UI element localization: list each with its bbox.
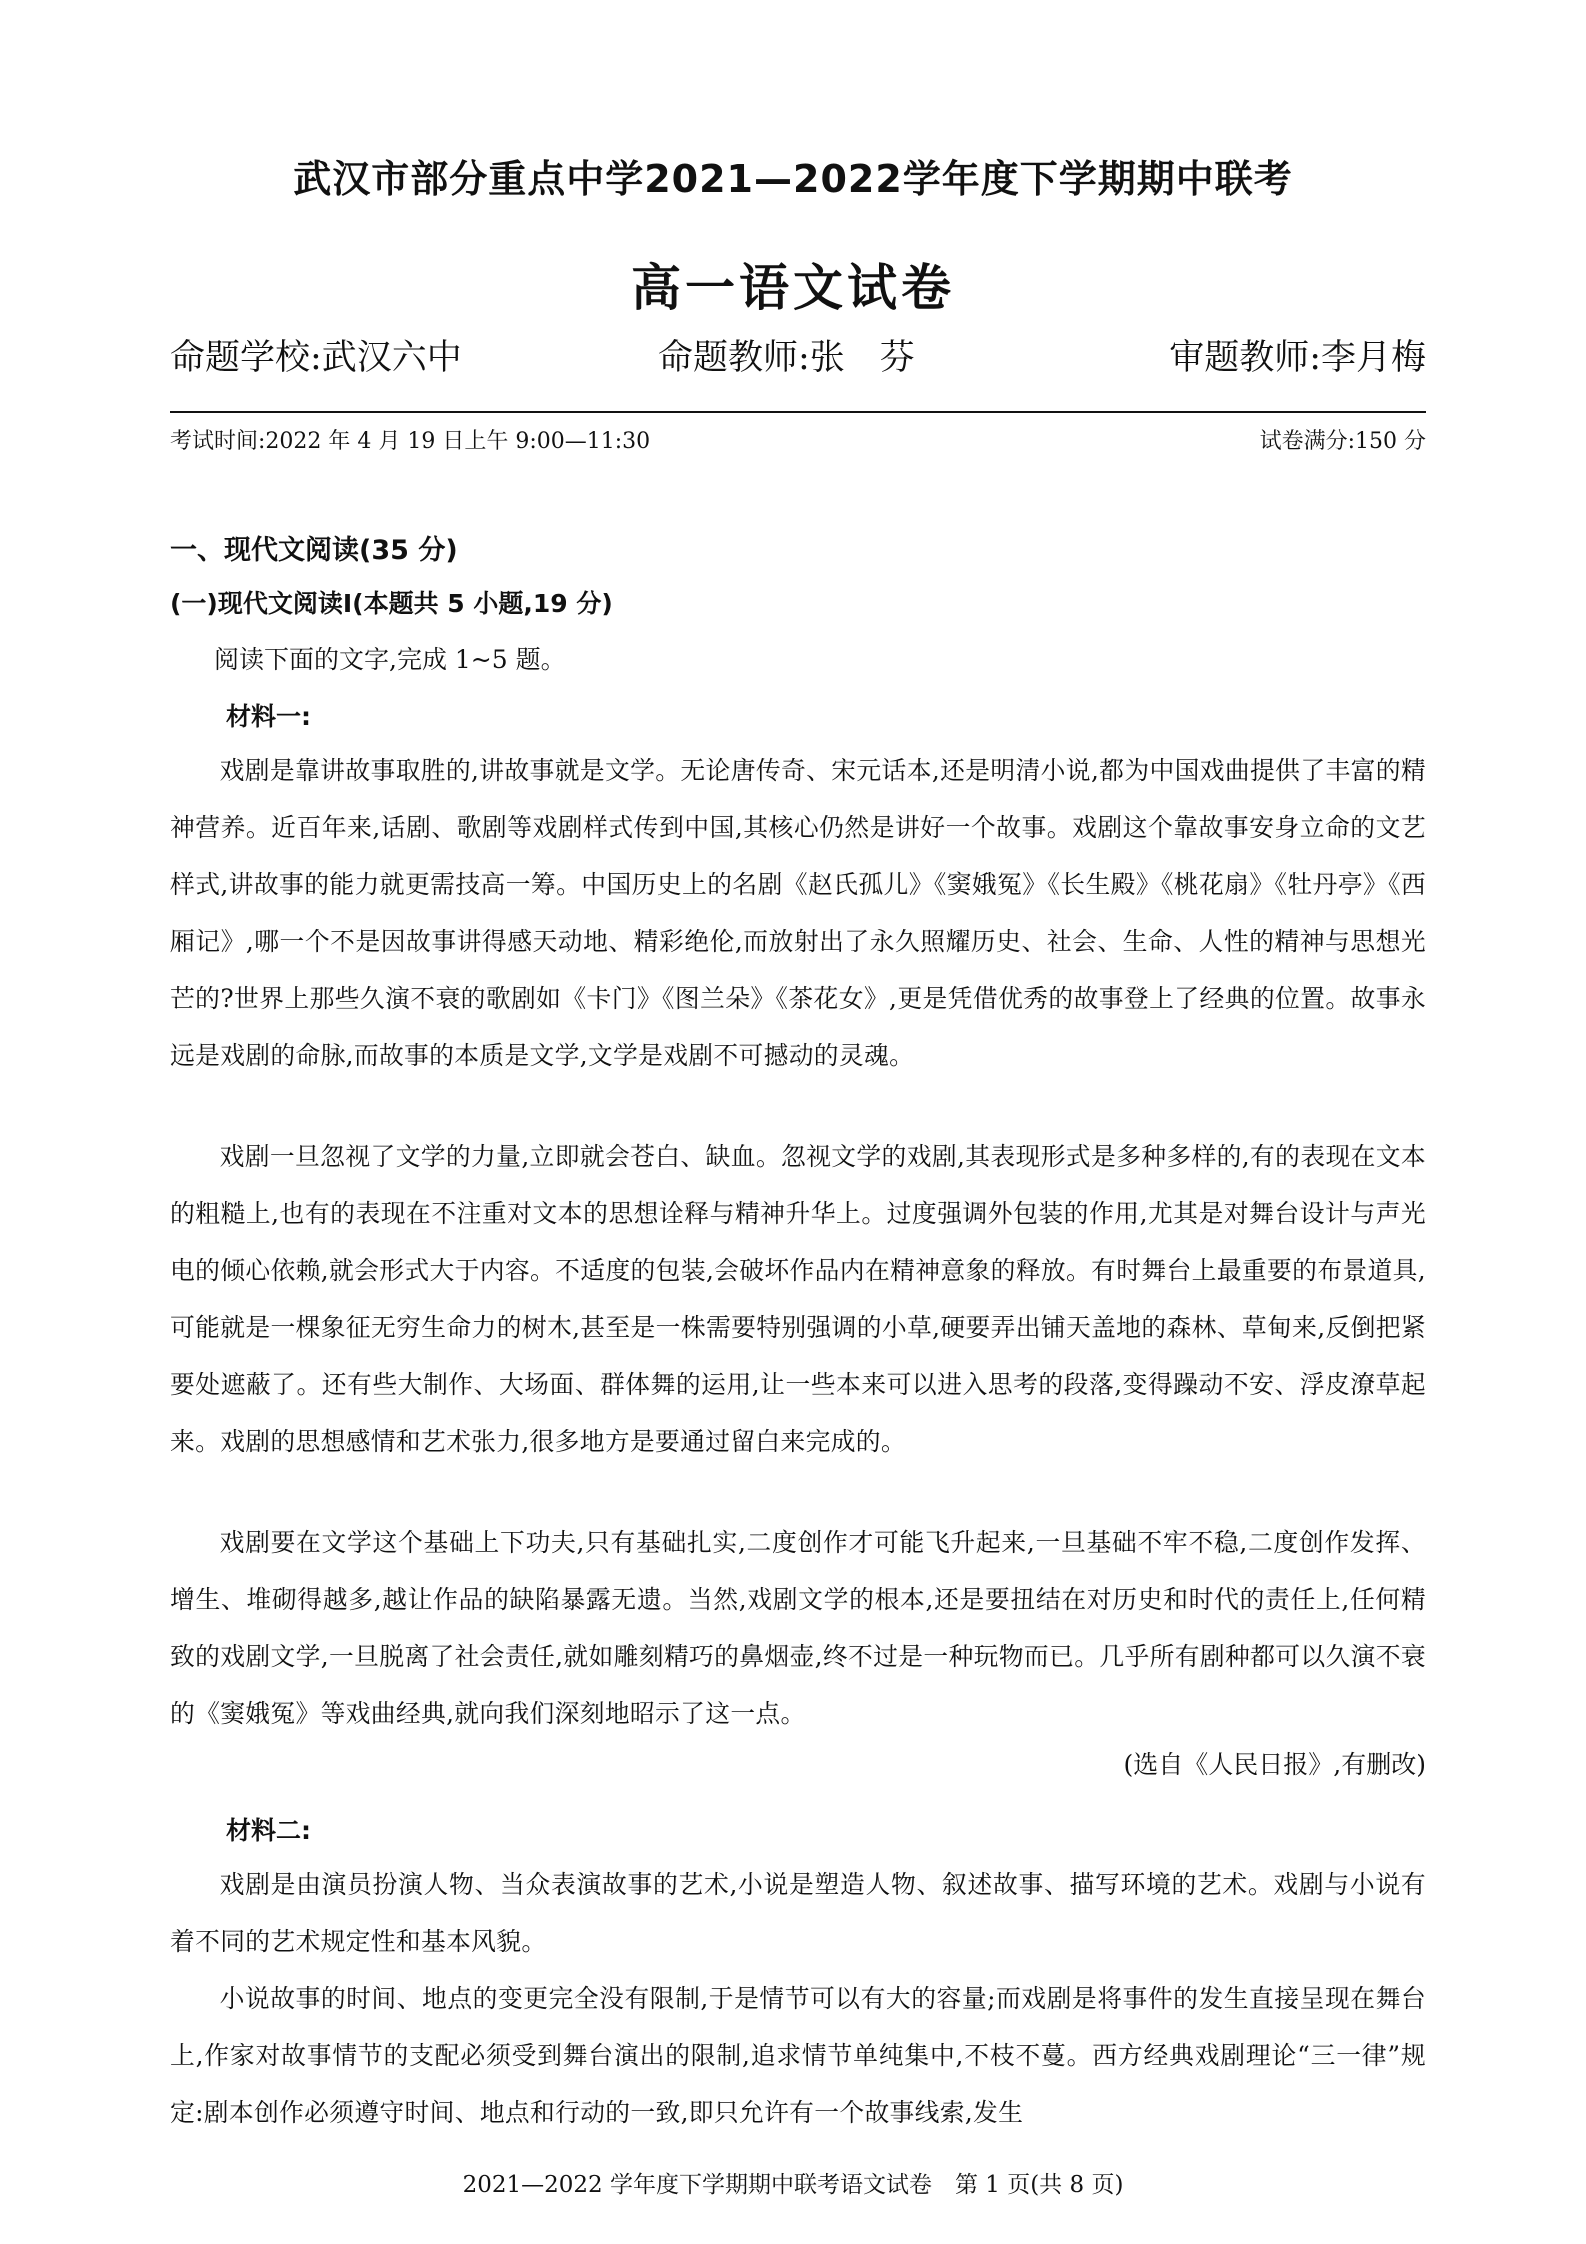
full-score: 试卷满分:150 分 [1259, 429, 1426, 454]
exam-subtitle: 高一语文试卷 [631, 259, 955, 317]
material-one-paragraph: 戏剧要在文学这个基础上下功夫,只有基础扎实,二度创作才可能飞升起来,一旦基础不牢不稳,二度创作发挥、增生、堆砌得越多,越让作品的缺陷暴露无遗。当然,戏剧文学的根本,还是要扭结在对历史和时代的责任上,任何精致的戏剧文学,一旦脱离了社会责任,就如雕刻精巧的鼻烟壶,终不过是一种玩物而已。几乎所有剧种都可以久演不衰的《窦娥冤》等戏曲经典,就向我们深刻地昭示了这一点。 [170, 1528, 1426, 1728]
proposing-teacher: 命题教师:张 芬 [658, 338, 915, 378]
material-one-label: 材料一: [226, 702, 311, 731]
material-one-paragraph: 戏剧是靠讲故事取胜的,讲故事就是文学。无论唐传奇、宋元话本,还是明清小说,都为中国戏曲提供了丰富的精神营养。近百年来,话剧、歌剧等戏剧样式传到中国,其核心仍然是讲好一个故事。戏剧这个靠故事安身立命的文艺样式,讲故事的能力就更需技高一筹。中国历史上的名剧《赵氏孤儿》《窦娥冤》《长生殿》《桃花扇》《牡丹亭》《西厢记》,哪一个不是因故事讲得感天动地、精彩绝伦,而放射出了永久照耀历史、社会、生命、人性的精神与思想光芒的?世界上那些久演不衰的歌剧如《卡门》《图兰朵》《茶花女》,更是凭借优秀的故事登上了经典的位置。故事永远是戏剧的命脉,而故事的本质是文学,文学是戏剧不可撼动的灵魂。 [170, 756, 1426, 1070]
material-two-label: 材料二: [226, 1816, 311, 1845]
reading-instruction: 阅读下面的文字,完成 1~5 题。 [214, 645, 566, 674]
reviewing-teacher: 审题教师:李月梅 [1169, 338, 1426, 378]
section-heading: 一、现代文阅读(35 分) [170, 535, 458, 566]
exam-title: 武汉市部分重点中学2021—2022学年度下学期期中联考 [293, 157, 1293, 201]
exam-time: 考试时间:2022 年 4 月 19 日上午 9:00—11:30 [170, 429, 651, 454]
page-footer: 2021—2022 学年度下学期期中联考语文试卷 第 1 页(共 8 页) [462, 2172, 1124, 2198]
material-two-paragraph: 小说故事的时间、地点的变更完全没有限制,于是情节可以有大的容量;而戏剧是将事件的发生直接呈现在舞台上,作家对故事情节的支配必须受到舞台演出的限制,追求情节单纯集中,不枝不蔓。西方经典戏剧理论“三一律”规定:剧本创作必须遵守时间、地点和行动的一致,即只允许有一个故事线索,发生 [170, 1984, 1426, 2127]
section-subheading: (一)现代文阅读Ⅰ(本题共 5 小题,19 分) [170, 589, 613, 618]
proposing-school: 命题学校:武汉六中 [170, 338, 462, 378]
material-one-source: (选自《人民日报》,有删改) [1123, 1750, 1426, 1779]
material-two-paragraph: 戏剧是由演员扮演人物、当众表演故事的艺术,小说是塑造人物、叙述故事、描写环境的艺术。戏剧与小说有着不同的艺术规定性和基本风貌。 [170, 1870, 1426, 1956]
material-one-paragraph: 戏剧一旦忽视了文学的力量,立即就会苍白、缺血。忽视文学的戏剧,其表现形式是多种多样的,有的表现在文本的粗糙上,也有的表现在不注重对文本的思想诠释与精神升华上。过度强调外包装的作用,尤其是对舞台设计与声光电的倾心依赖,就会形式大于内容。不适度的包装,会破坏作品内在精神意象的释放。有时舞台上最重要的布景道具,可能就是一棵象征无穷生命力的树木,甚至是一株需要特别强调的小草,硬要弄出铺天盖地的森林、草甸来,反倒把紧要处遮蔽了。还有些大制作、大场面、群体舞的运用,让一些本来可以进入思考的段落,变得躁动不安、浮皮潦草起来。戏剧的思想感情和艺术张力,很多地方是要通过留白来完成的。 [170, 1142, 1426, 1456]
header-divider [170, 411, 1426, 413]
